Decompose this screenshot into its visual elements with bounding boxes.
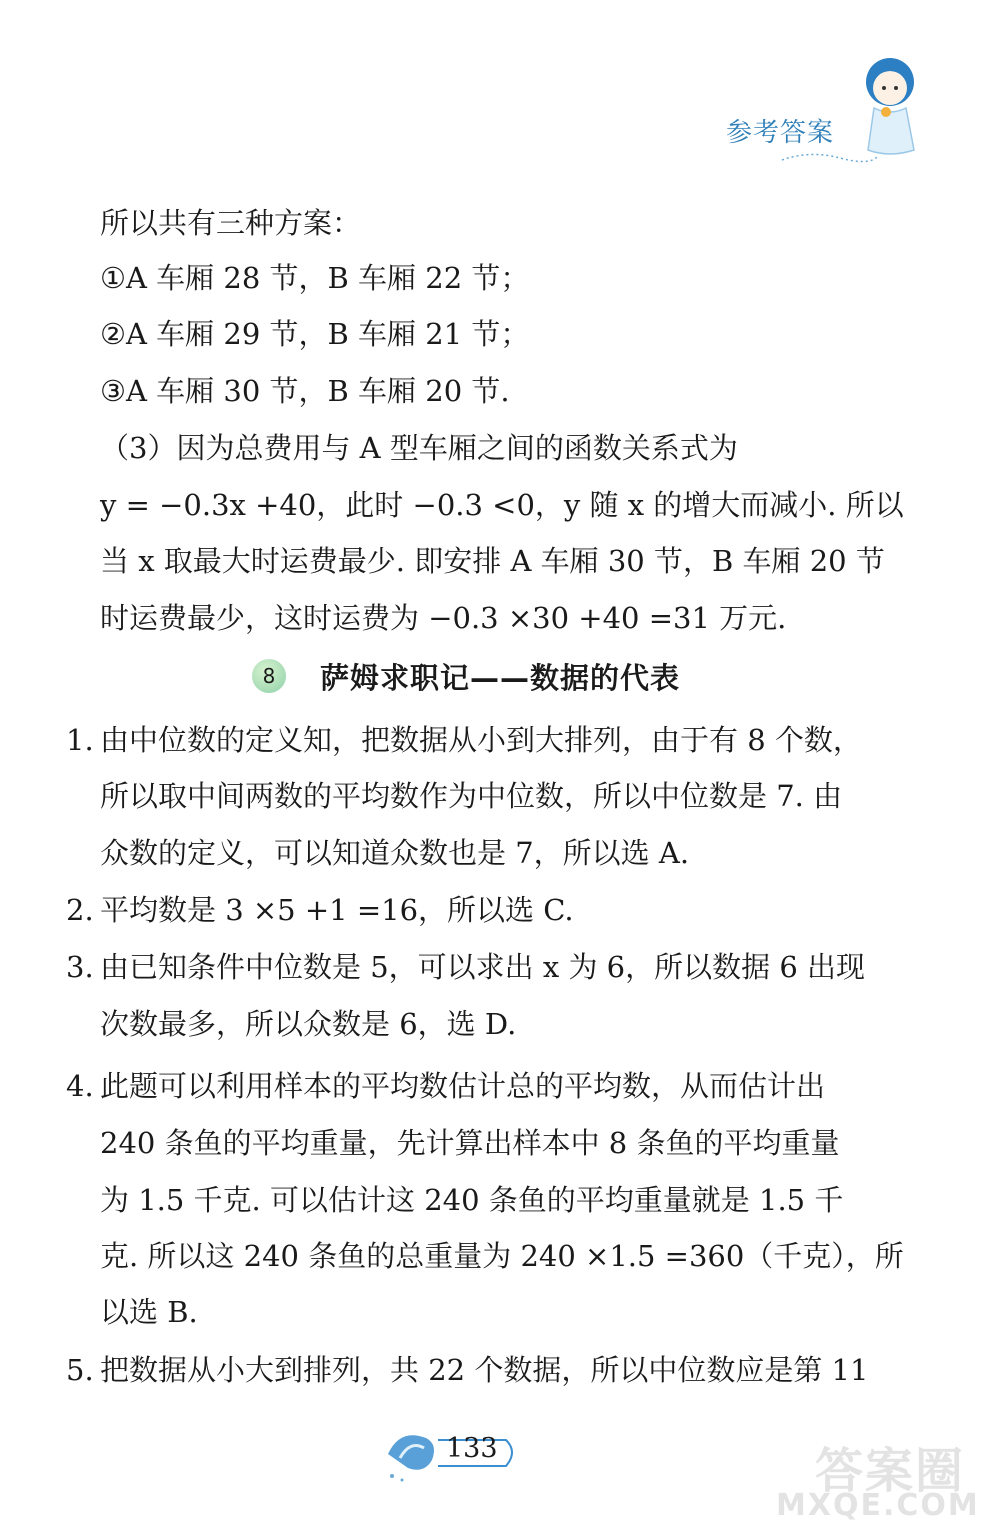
- text-line: （3）因为总费用与 A 型车厢之间的函数关系式为: [100, 431, 738, 465]
- answer-number: 5.: [66, 1353, 94, 1387]
- answer-number: 1.: [66, 723, 94, 757]
- answer-number: 3.: [66, 950, 94, 984]
- header-label: 参考答案: [726, 118, 835, 148]
- section-heading: [252, 656, 680, 696]
- watermark-text: 答案圈: [815, 1443, 966, 1499]
- text-line: ③A 车厢 30 节，B 车厢 20 节.: [100, 374, 510, 408]
- answer-line: 以选 B.: [100, 1295, 198, 1329]
- answer-line: 由已知条件中位数是 5，可以求出 x 为 6，所以数据 6 出现: [100, 950, 866, 984]
- answer-line: 为 1.5 千克. 可以估计这 240 条鱼的平均重量就是 1.5 千: [100, 1183, 844, 1217]
- answer-number: 4.: [66, 1069, 94, 1103]
- answer-line: 把数据从小大到排列，共 22 个数据，所以中位数应是第 11: [100, 1353, 869, 1387]
- answer-line: 克. 所以这 240 条鱼的总重量为 240 ×1.5 =360（千克），所: [100, 1239, 904, 1273]
- section-title: 萨姆求职记——数据的代表: [320, 660, 681, 695]
- answer-line: 由中位数的定义知，把数据从小到大排列，由于有 8 个数，: [100, 723, 862, 757]
- text-line: 所以共有三种方案：: [100, 206, 362, 240]
- text-line: y = −0.3x +40，此时 −0.3 <0，y 随 x 的增大而减小. 所以: [100, 488, 904, 522]
- text-line: 当 x 取最大时运费最少. 即安排 A 车厢 30 节，B 车厢 20 节: [100, 544, 885, 578]
- answer-line: 240 条鱼的平均重量，先计算出样本中 8 条鱼的平均重量: [100, 1126, 840, 1160]
- answer-line: 平均数是 3 ×5 +1 =16，所以选 C.: [100, 893, 574, 927]
- watermark-url: MXQE.COM: [776, 1488, 980, 1523]
- answer-line: 次数最多，所以众数是 6，选 D.: [100, 1007, 517, 1041]
- answer-number: 2.: [66, 893, 94, 927]
- answer-line: 所以取中间两数的平均数作为中位数，所以中位数是 7. 由: [100, 779, 843, 813]
- section-number-badge: 8: [252, 659, 286, 693]
- text-line: ①A 车厢 28 节，B 车厢 22 节；: [100, 261, 530, 295]
- text-line: 时运费最少，这时运费为 −0.3 ×30 +40 =31 万元.: [100, 601, 787, 635]
- text-line: ②A 车厢 29 节，B 车厢 21 节；: [100, 317, 530, 351]
- answer-line: 众数的定义，可以知道众数也是 7，所以选 A.: [100, 836, 690, 870]
- decorative-dots-icon: [780, 148, 880, 164]
- girl-mascot-icon: [842, 50, 932, 160]
- page-number: 133: [446, 1433, 498, 1464]
- answer-line: 此题可以利用样本的平均数估计总的平均数，从而估计出: [100, 1069, 826, 1103]
